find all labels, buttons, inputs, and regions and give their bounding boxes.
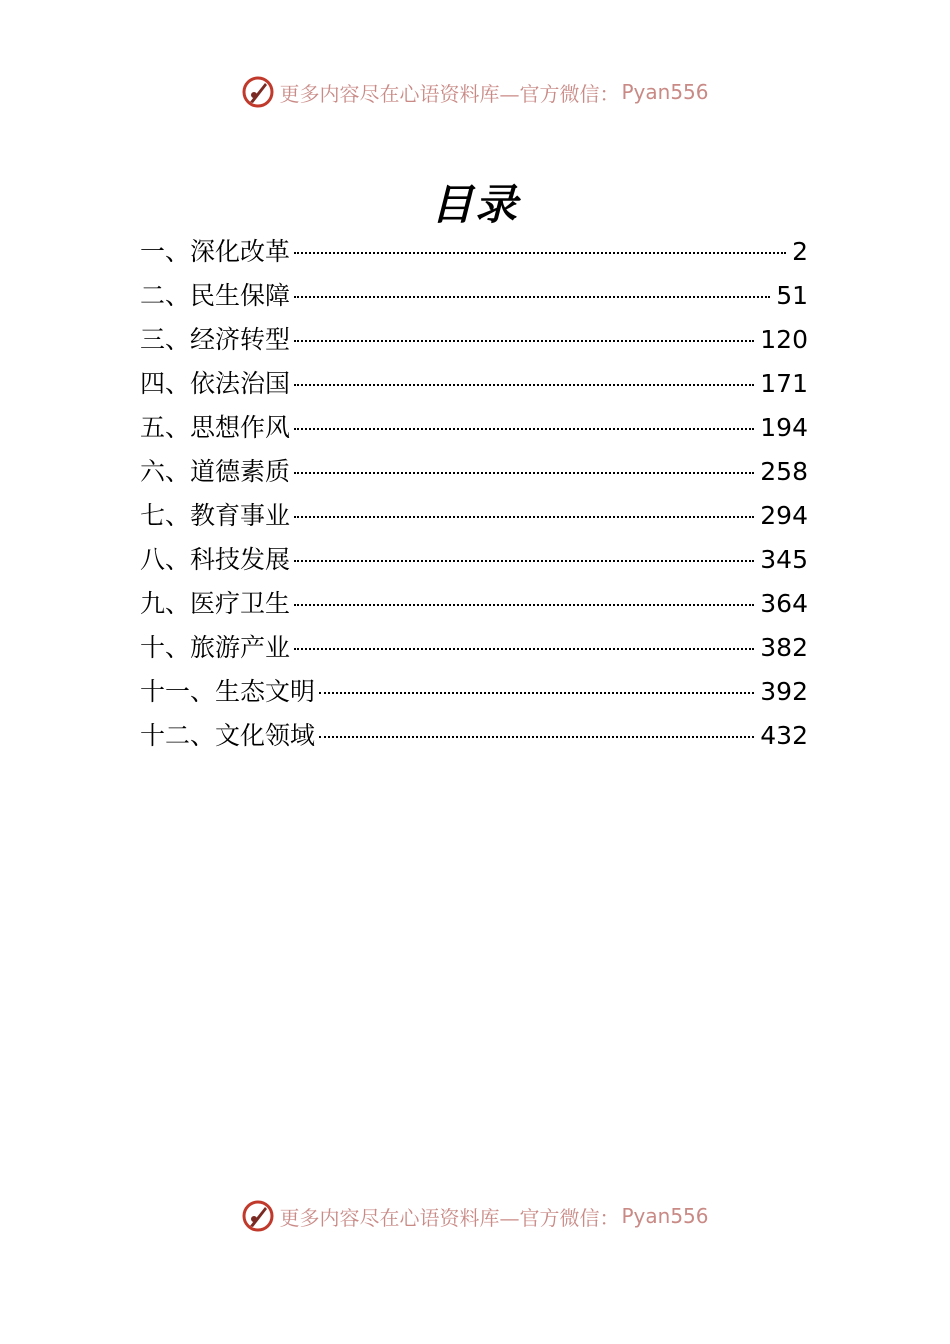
watermark-text: 更多内容尽在心语资料库—官方微信： [279,1205,620,1230]
toc-entry-page: 294 [760,501,808,530]
page-title: 目录 [430,180,519,229]
toc-entry-page: 171 [760,369,808,398]
toc-leader-dots [294,340,754,342]
toc-entry[interactable] [140,408,808,452]
header-watermark [0,72,950,112]
toc-entry-label: 十一、生态文明 [140,677,316,706]
toc-entry[interactable] [140,540,808,584]
toc-entry-label: 七、教育事业 [140,501,291,530]
toc-entry[interactable] [140,276,808,320]
toc-leader-dots [294,296,770,298]
toc-entry[interactable] [140,320,808,364]
toc-leader-dots [294,648,754,650]
toc-entry-label: 八、科技发展 [140,545,291,574]
toc-leader-dots [294,252,786,254]
toc-leader-dots [294,516,754,518]
table-of-contents [140,232,808,760]
toc-entry[interactable] [140,452,808,496]
toc-entry-page: 51 [776,281,808,310]
toc-entry-label: 二、民生保障 [140,281,291,310]
toc-entry-page: 392 [760,677,808,706]
toc-entry[interactable] [140,672,808,716]
toc-entry[interactable] [140,584,808,628]
toc-leader-dots [294,428,754,430]
toc-entry[interactable] [140,716,808,760]
toc-entry-label: 一、深化改革 [140,237,291,266]
toc-entry-page: 258 [760,457,808,486]
toc-entry-label: 四、依法治国 [140,369,291,398]
toc-entry[interactable] [140,232,808,276]
watermark-wechat-id: Pyan556 [621,80,709,104]
toc-leader-dots [294,560,754,562]
toc-entry-page: 364 [760,589,808,618]
quill-logo-icon [241,1199,275,1233]
watermark-text: 更多内容尽在心语资料库—官方微信： [279,81,620,106]
toc-entry-page: 382 [760,633,808,662]
toc-entry-label: 十、旅游产业 [140,633,291,662]
toc-entry[interactable] [140,496,808,540]
footer-watermark [0,1196,950,1236]
toc-entry-label: 十二、文化领域 [140,721,316,750]
toc-leader-dots [294,472,754,474]
toc-entry-page: 432 [760,721,808,750]
toc-leader-dots [319,692,754,694]
toc-entry-page: 194 [760,413,808,442]
toc-entry-page: 345 [760,545,808,574]
toc-entry-label: 九、医疗卫生 [140,589,291,618]
watermark-wechat-id: Pyan556 [621,1204,709,1228]
quill-logo-icon [241,75,275,109]
toc-entry-page: 2 [792,237,808,266]
toc-entry-label: 三、经济转型 [140,325,291,354]
toc-entry-label: 五、思想作风 [140,413,291,442]
toc-entry[interactable] [140,628,808,672]
toc-entry-label: 六、道德素质 [140,457,291,486]
toc-leader-dots [319,736,754,738]
toc-entry-page: 120 [760,325,808,354]
toc-leader-dots [294,384,754,386]
toc-leader-dots [294,604,754,606]
toc-entry[interactable] [140,364,808,408]
